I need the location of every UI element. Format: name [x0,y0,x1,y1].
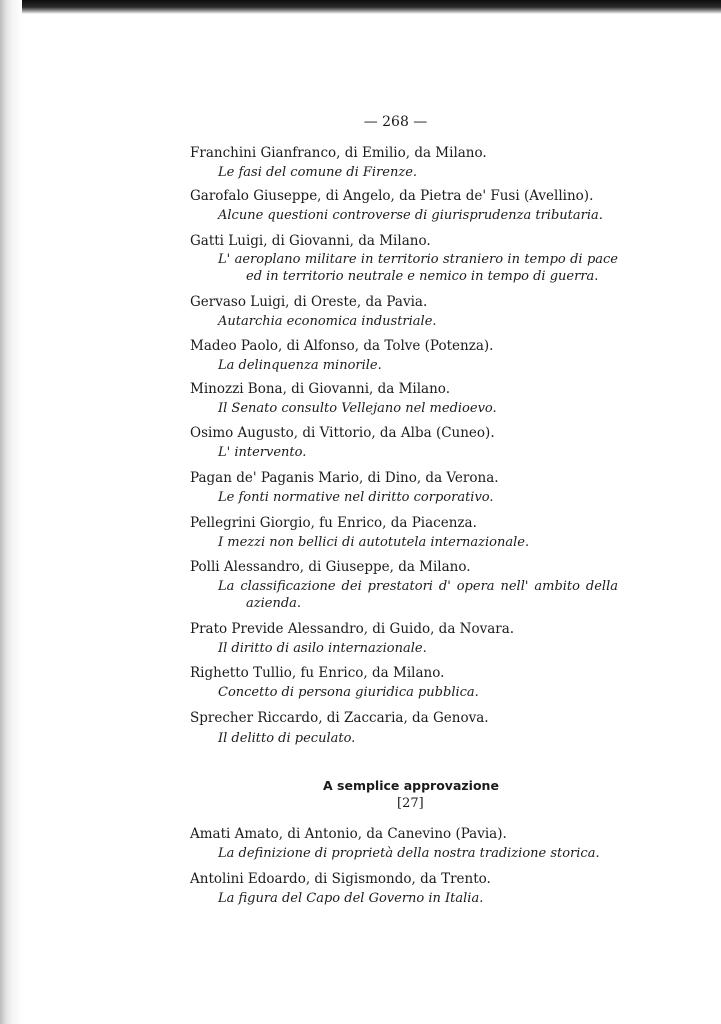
section-heading: A semplice approvazione [323,778,499,793]
entry-name: Gervaso Luigi, di Oreste, da Pavia. [190,294,428,310]
entry-thesis-title: Il delitto di peculato. [218,731,356,746]
entry-thesis-title-continued: ed in territorio neutrale e nemico in tempo di guerra. [246,269,599,284]
entry-name: Osimo Augusto, di Vittorio, da Alba (Cuneo). [190,425,495,441]
entry-name: Garofalo Giuseppe, di Angelo, da Pietra de' Fusi (Avellino). [190,188,594,204]
entry-name: Righetto Tullio, fu Enrico, da Milano. [190,665,445,681]
entry-thesis-title: L' aeroplano militare in territorio straniero in tempo di pace [218,252,618,267]
entry-thesis-title: La classificazione dei prestatori d' opera nell' ambito della [218,579,618,594]
entry-name: Polli Alessandro, di Giuseppe, da Milano. [190,559,471,575]
entry-thesis-title: La definizione di proprietà della nostra tradizione storica. [218,846,600,861]
entry-name: Amati Amato, di Antonio, da Canevino (Pavia). [190,826,507,842]
entry-name: Minozzi Bona, di Giovanni, da Milano. [190,381,450,397]
entry-name: Madeo Paolo, di Alfonso, da Tolve (Potenza). [190,338,494,354]
entry-name: Gatti Luigi, di Giovanni, da Milano. [190,233,431,249]
entry-thesis-title-continued: azienda. [246,596,302,611]
entry-name: Prato Previde Alessandro, di Guido, da Novara. [190,621,515,637]
entry-thesis-title: Le fonti normative nel diritto corporativo. [218,490,494,505]
page-number: — 268 — [363,114,428,130]
entry-name: Antolini Edoardo, di Sigismondo, da Trento. [190,871,491,887]
entry-thesis-title: Autarchia economica industriale. [218,314,437,329]
scan-top-edge [0,0,721,14]
entry-name: Franchini Gianfranco, di Emilio, da Milano. [190,145,487,161]
entry-thesis-title: Concetto di persona giuridica pubblica. [218,685,479,700]
entry-thesis-title: La figura del Capo del Governo in Italia. [218,891,484,906]
entry-thesis-title: Il Senato consulto Vellejano nel medioevo. [218,401,497,416]
entry-name: Pellegrini Giorgio, fu Enrico, da Piacenza. [190,515,477,531]
entry-name: Sprecher Riccardo, di Zaccaria, da Genova. [190,710,489,726]
entry-thesis-title: La delinquenza minorile. [218,358,382,373]
entry-thesis-title: L' intervento. [218,445,307,460]
entry-thesis-title: Alcune questioni controverse di giurisprudenza tributaria. [218,208,603,223]
entry-thesis-title: Il diritto di asilo internazionale. [218,641,427,656]
entry-thesis-title: Le fasi del comune di Firenze. [218,165,418,180]
scan-left-edge [0,0,22,1024]
entry-thesis-title: I mezzi non bellici di autotutela internazionale. [218,535,530,550]
entry-name: Pagan de' Paganis Mario, di Dino, da Verona. [190,470,499,486]
section-count: [27] [397,796,424,811]
